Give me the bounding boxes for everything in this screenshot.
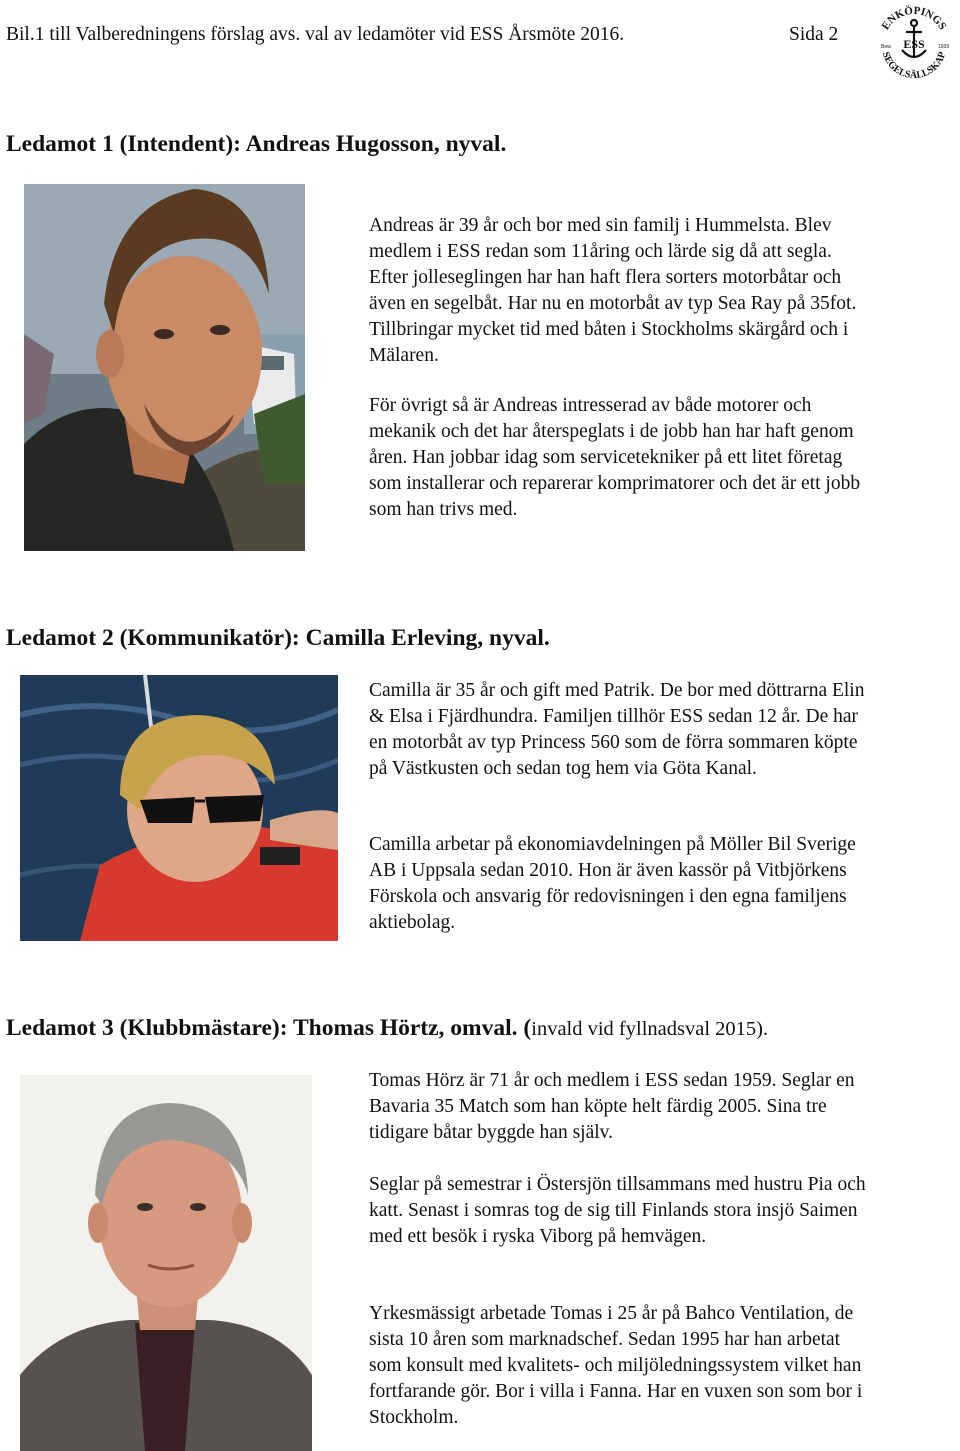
logo-bottom-text: SEGELSÄLLSKAP [879, 50, 949, 82]
page-number: Sida 2 [789, 24, 839, 45]
member-1-paragraph-1: Andreas är 39 år och bor med sin familj i Hummelsta. Blev medlem i ESS redan som 11åring och lärde sig då att segla. Efter jolleseglingen har han haft flera sorters motorbåtar och även en segelbåt. Har nu en motorbåt av typ Sea Ray på 35fot. Tillbringar mycket tid med båten i Stockholms skärgård och i Mälaren. [369, 215, 857, 366]
member-2-paragraph-1: Camilla är 35 år och gift med Patrik. De bor med döttrarna Elin & Elsa i Fjärdhundra. Familjen tillhör ESS sedan 12 år. De har en motorbåt av typ Princess 560 som de förra sommaren köpte på Västkusten och sedan tog hem via Göta Kanal. [369, 680, 865, 779]
member-3-paragraph-2: Seglar på semestrar i Östersjön tillsammans med hustru Pia och katt. Senast i somras tog de sig till Finlands stora insjö Saimen med ett besök i ryska Viborg på hemvägen. [369, 1174, 866, 1247]
logo-right-mark: 1939 [938, 44, 950, 50]
member-1-paragraph-2: För övrigt så är Andreas intresserad av både motorer och mekanik och det har återspeglats i de jobb han har haft genom åren. Han jobbar idag som servicetekniker på ett litet företag som installerar och reparerar komprimatorer och det är ett jobb som han trivs med. [369, 395, 861, 520]
member-1-photo [24, 184, 305, 551]
member-3-paragraph-3: Yrkesmässigt arbetade Tomas i 25 år på Bahco Ventilation, de sista 10 åren som marknadschef. Sedan 1995 har han arbetat som konsult med kvalitets- och miljöledningssystem vilket han fortfarande gör. Bor i villa i Fanna. Har en vuxen son som bor i Stockholm. [369, 1303, 863, 1428]
member-2-photo [20, 675, 338, 941]
member-2-heading [6, 625, 550, 652]
member-1-heading-text: Ledamot 1 (Intendent): Andreas Hugosson, nyval. [6, 131, 507, 157]
logo-top-text: ENKÖPINGS [879, 4, 949, 33]
member-3-photo [20, 1075, 312, 1451]
member-3-heading [6, 1015, 768, 1042]
member-3-paragraph-1: Tomas Hörz är 71 år och medlem i ESS sedan 1959. Seglar en Bavaria 35 Match som han köpte helt färdig 2005. Sina tre tidigare båtar byggde han själv. [369, 1070, 855, 1143]
member-3-heading-text: Ledamot 3 (Klubbmästare): Thomas Hörtz, omval. ( [6, 1015, 532, 1041]
logo-center-text: ESS [903, 37, 925, 51]
document-header: Bil.1 till Valberedningens förslag avs. val av ledamöter vid ESS Årsmöte 2016. [6, 24, 625, 45]
member-1-heading [6, 131, 506, 158]
member-2-paragraph-2: Camilla arbetar på ekonomiavdelningen på Möller Bil Sverige AB i Uppsala sedan 2010. Hon är även kassör på Vitbjörkens Förskola och ansvarig för redovisningen i den egna familjens aktiebolag. [369, 834, 856, 933]
club-logo [872, 4, 956, 84]
logo-left-mark: Bew. [881, 44, 892, 50]
member-3-heading-note: invald vid fyllnadsval 2015). [531, 1018, 769, 1040]
member-2-heading-text: Ledamot 2 (Kommunikatör): Camilla Erleving, nyval. [6, 625, 550, 651]
